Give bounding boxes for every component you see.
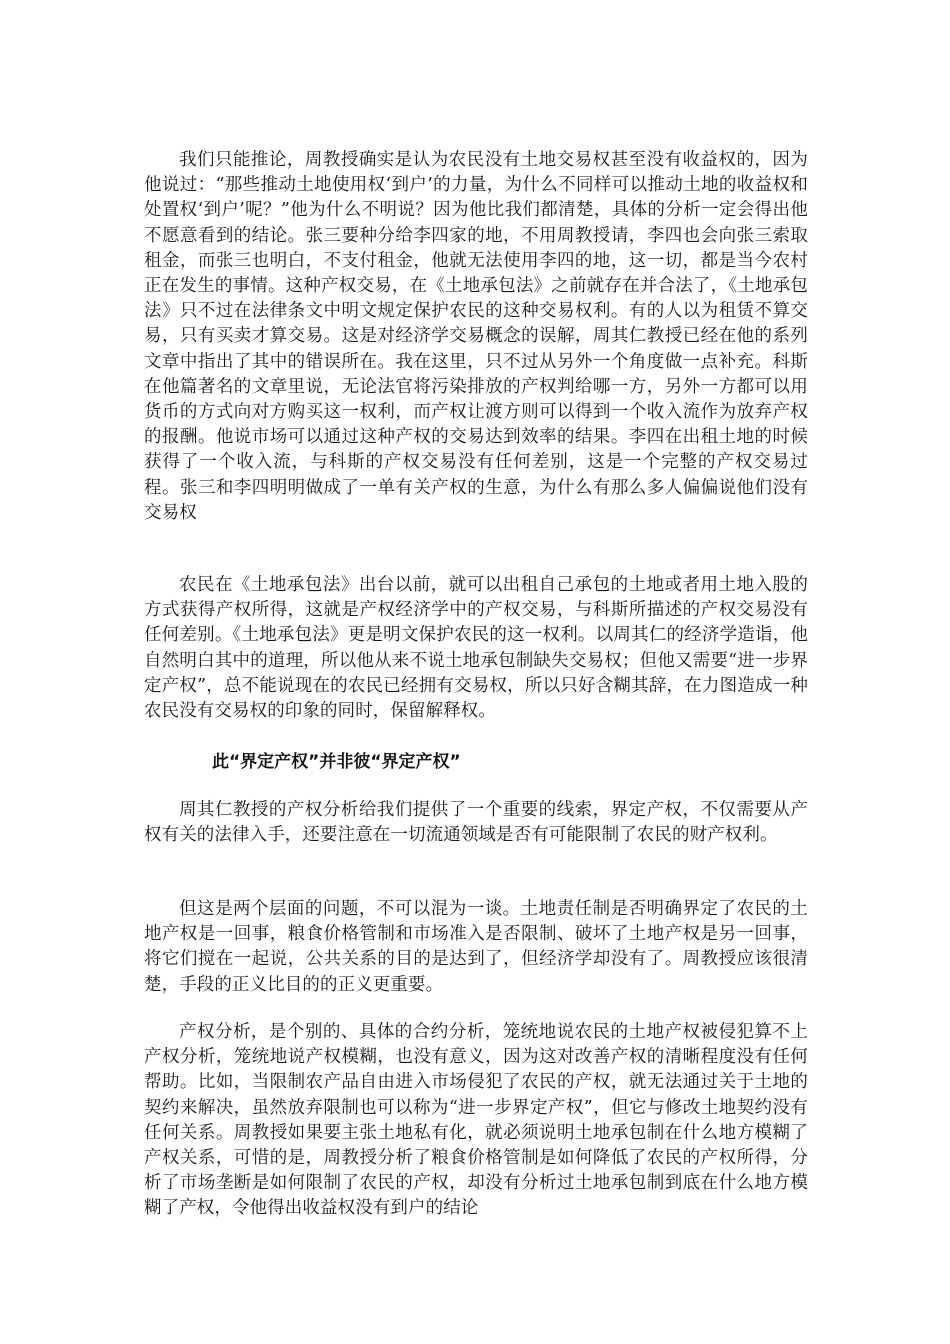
section-heading: 此“界定产权”并非彼“界定产权” (212, 752, 461, 772)
paragraph-1: 我们只能推论，周教授确实是认为农民没有土地交易权甚至没有收益权的，因为他说过：“那些推动土地使用权‘到户’的力量，为什么不同样可以推动土地的收益权和处置权‘到户’呢？”他为什么不明说？因为他比我们都清楚，具体的分析一定会得出他不愿意看到的结论。张三要种分给李四家的地，不用周教授请，李四也会向张三索取租金，而张三也明白，不支付租金，他就无法使用李四的地，这一切，都是当今农村正在发生的事情。这种产权交易，在《土地承包法》之前就存在并合法了，《土地承包法》只不过在法律条文中明文规定保护农民的这种交易权利。有的人以为租赁不算交易，只有买卖才算交易。这是对经济学交易概念的误解，周其仁教授已经在他的系列文章中指出了其中的错误所在。我在这里，只不过从另外一个角度做一点补充。科斯在他篇著名的文章里说，无论法官将污染排放的产权判给哪一方，另外一方都可以用货币的方式向对方购买这一权利，而产权让渡方则可以得到一个收入流作为放弃产权的报酬。他说市场可以通过这种产权的交易达到效率的结果。李四在出租土地的时候获得了一个收入流，与科斯的产权交易没有任何差别，这是一个完整的产权交易过程。张三和李四明明做成了一单有关产权的生意，为什么有那么多人偏偏说他们没有交易权 (144, 150, 808, 523)
paragraph-5: 产权分析，是个别的、具体的合约分析，笼统地说农民的土地产权被侵犯算不上产权分析，笼统地说产权模糊，也没有意义，因为这对改善产权的清晰程度没有任何帮助。比如，当限制农产品自由进入市场侵犯了农民的产权，就无法通过关于土地的契约来解决，虽然放弃限制也可以称为“进一步界定产权”，但它与修改土地契约没有任何关系。周教授如果要主张土地私有化，就必须说明土地承包制在什么地方模糊了产权关系，可惜的是，周教授分析了粮食价格管制是如何降低了农民的产权所得，分析了市场垄断是如何限制了农民的产权，却没有分析过土地承包制到底在什么地方模糊了产权，令他得出收益权没有到户的结论 (144, 1022, 808, 1219)
paragraph-3: 周其仁教授的产权分析给我们提供了一个重要的线索，界定产权，不仅需要从产权有关的法律入手，还要注意在一切流通领域是否有可能限制了农民的财产权利。 (144, 800, 808, 846)
paragraph-4: 但这是两个层面的问题，不可以混为一谈。土地责任制是否明确界定了农民的土地产权是一回事，粮食价格管制和市场准入是否限制、破坏了土地产权是另一回事，将它们搅在一起说，公共关系的目的是达到了，但经济学却没有了。周教授应该很清楚，手段的正义比目的的正义更重要。 (144, 899, 808, 995)
paragraph-2: 农民在《土地承包法》出台以前，就可以出租自己承包的土地或者用土地入股的方式获得产权所得，这就是产权经济学中的产权交易，与科斯所描述的产权交易没有任何差别。《土地承包法》更是明文保护农民的这一权利。以周其仁的经济学造诣，他自然明白其中的道理，所以他从来不说土地承包制缺失交易权；但他又需要“进一步界定产权”，总不能说现在的农民已经拥有交易权，所以只好含糊其辞，在力图造成一种农民没有交易权的印象的同时，保留解释权。 (144, 575, 808, 722)
